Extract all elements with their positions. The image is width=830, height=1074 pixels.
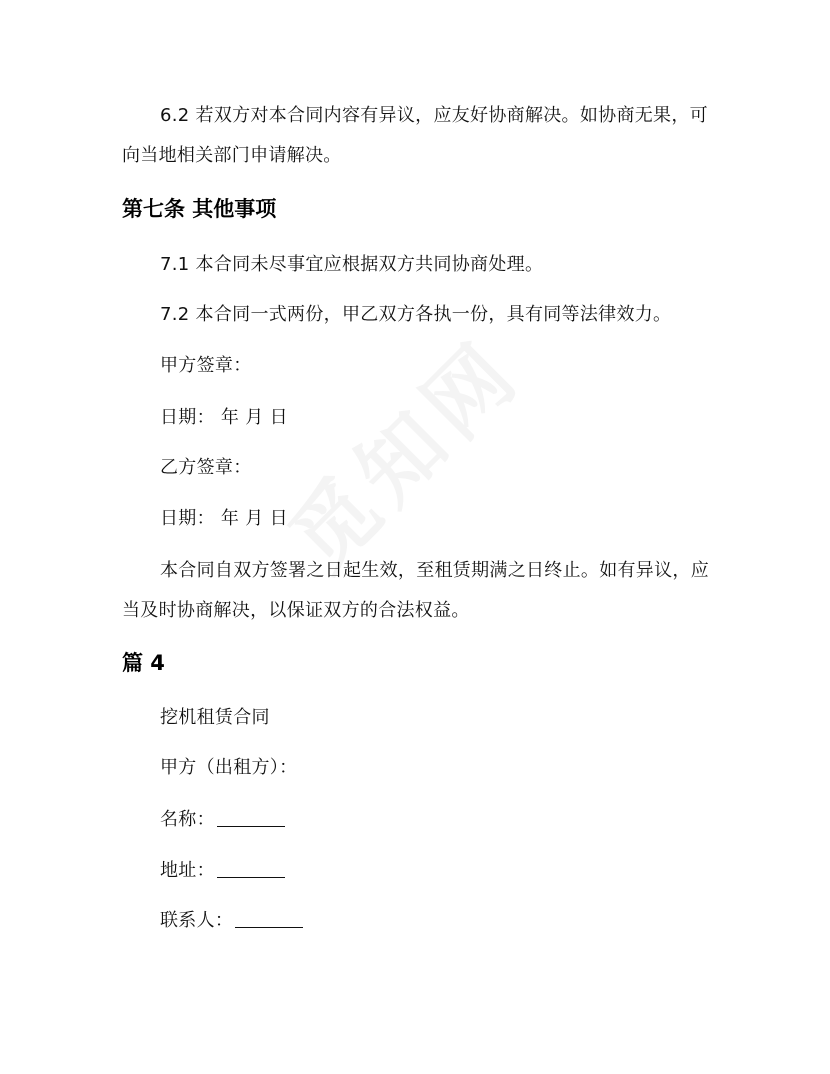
address-label: 地址： xyxy=(160,860,215,881)
party-b-date: 日期： 年 月 日 xyxy=(160,508,288,529)
lessor-label: 甲方（出租方）： xyxy=(160,757,298,778)
contact-label: 联系人： xyxy=(160,910,234,931)
closing-paragraph: 本合同自双方签署之日起生效，至租赁期满之日终止。如有异议，应当及时协商解决，以保证双方的合法权益。 xyxy=(122,560,709,621)
name-blank-line xyxy=(217,808,285,827)
contact-blank-line xyxy=(235,909,303,928)
contract-title: 挖机租赁合同 xyxy=(160,707,270,728)
contact-field xyxy=(122,901,722,941)
clause-6-2: 6.2 若双方对本合同内容有异议，应友好协商解决。如协商无果，可向当地相关部门申请解决。 xyxy=(122,105,708,166)
clause-7-heading: 第七条 其他事项 xyxy=(122,197,277,221)
party-b-signature: 乙方签章： xyxy=(160,457,252,478)
name-field xyxy=(122,800,722,840)
party-a-date: 日期： 年 月 日 xyxy=(160,407,288,428)
address-blank-line xyxy=(217,859,285,878)
address-field xyxy=(122,851,722,891)
name-label: 名称： xyxy=(160,809,215,830)
clause-7-1: 7.1 本合同未尽事宜应根据双方共同协商处理。 xyxy=(160,254,544,275)
clause-7-2: 7.2 本合同一式两份，甲乙双方各执一份，具有同等法律效力。 xyxy=(160,304,672,325)
article-4-heading: 篇 4 xyxy=(122,651,165,675)
party-a-signature: 甲方签章： xyxy=(160,355,252,376)
